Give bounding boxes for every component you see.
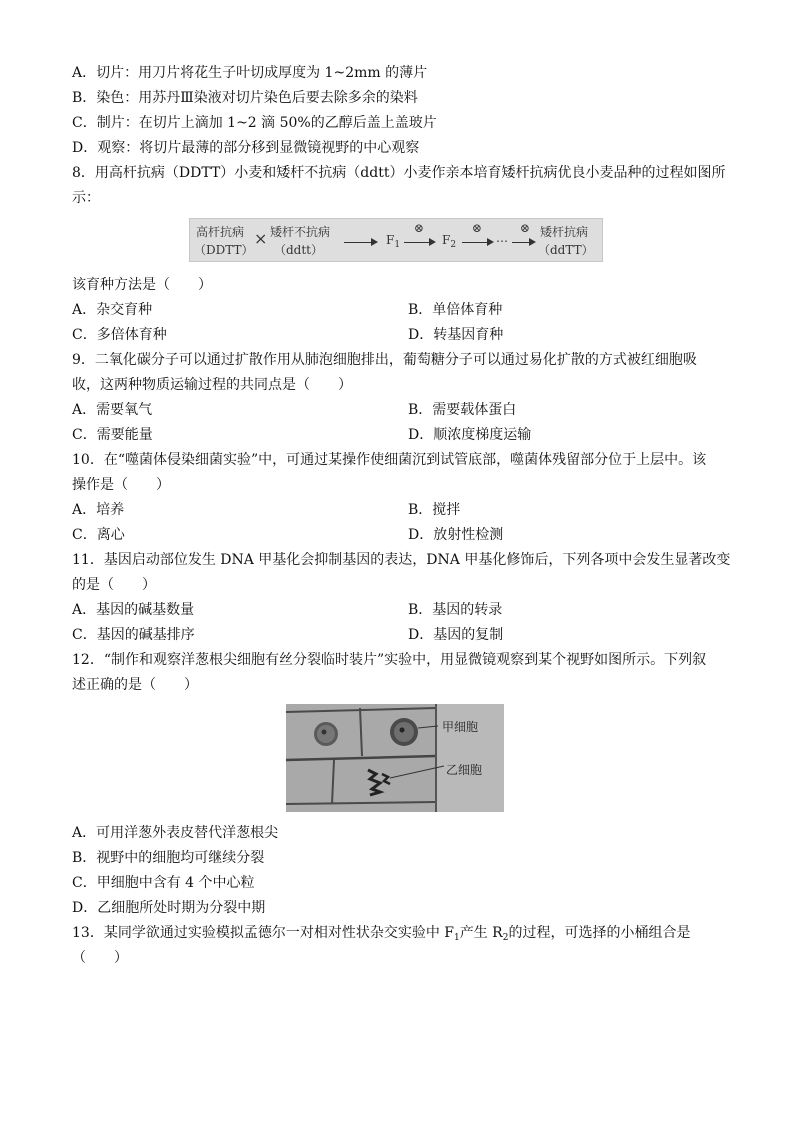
- q10-option-b: B．搅拌: [408, 502, 461, 518]
- q10-stem-line1: 10．在“噬菌体侵染细菌实验”中，可通过某操作使细菌沉到试管底部，噬菌体残留部分位于上层中。该: [72, 452, 707, 468]
- q11-stem-line1: 11．基因启动部位发生 DNA 甲基化会抑制基因的表达，DNA 甲基化修饰后，下列各项中会发生显著改变: [72, 552, 731, 568]
- q11-stem-line2: 的是（ ）: [72, 577, 156, 593]
- q7-option-c: C．制片：在切片上滴加 1~2 滴 50%的乙醇后盖上盖玻片: [72, 115, 437, 131]
- q9-option-b: B．需要载体蛋白: [408, 402, 517, 418]
- q12-option-d: D．乙细胞所处时期为分裂中期: [72, 900, 266, 916]
- parent1-genotype: （DDTT）: [194, 243, 254, 257]
- result-name: 矮杆抗病: [540, 225, 589, 239]
- q9-option-c: C．需要能量: [72, 427, 153, 443]
- q10-option-a: A．培养: [72, 502, 125, 518]
- q10-option-c: C．离心: [72, 527, 125, 543]
- q11-option-b: B．基因的转录: [408, 602, 503, 618]
- q12-stem-line2: 述正确的是（ ）: [72, 677, 198, 693]
- breeding-process-diagram: [189, 218, 603, 262]
- arrow-to-ellipsis: [462, 242, 492, 243]
- q8-question: 该育种方法是（ ）: [72, 277, 212, 293]
- q7-option-d: D．观察：将切片最薄的部分移到显微镜视野的中心观察: [72, 140, 420, 156]
- q8-option-c: C．多倍体育种: [72, 327, 167, 343]
- q12-option-a: A．可用洋葱外表皮替代洋葱根尖: [72, 825, 279, 841]
- cross-symbol: ×: [254, 229, 268, 248]
- q9-stem-line2: 收，这两种物质运输过程的共同点是（ ）: [72, 377, 352, 393]
- q7-option-b: B．染色：用苏丹Ⅲ染液对切片染色后要去除多余的染料: [72, 90, 418, 106]
- selfing-symbol-1: ⊗: [414, 221, 425, 235]
- selfing-symbol-3: ⊗: [520, 221, 531, 235]
- q10-option-d: D．放射性检测: [408, 527, 504, 543]
- q12-option-c: C．甲细胞中含有 4 个中心粒: [72, 875, 255, 891]
- q12-stem-line1: 12．“制作和观察洋葱根尖细胞有丝分裂临时装片”实验中，用显微镜观察到某个视野如图所示。下列叙: [72, 652, 707, 668]
- q9-option-a: A．需要氧气: [72, 402, 153, 418]
- selfing-symbol-2: ⊗: [472, 221, 483, 235]
- microscope-view-figure: [286, 704, 504, 812]
- onion-root-tip-cells-image: [286, 704, 504, 812]
- q12-option-b: B．视野中的细胞均可继续分裂: [72, 850, 265, 866]
- q13-stem-line2: （ ）: [72, 950, 128, 966]
- parent1-name: 高杆抗病: [196, 225, 245, 239]
- q10-stem-line2: 操作是（ ）: [72, 477, 170, 493]
- q13-stem-line1: 13．某同学欲通过实验模拟孟德尔一对相对性状杂交实验中 $F_1$产生 $R_2$的过程，可选择的小桶组合是: [72, 925, 691, 943]
- arrow-to-f1: [344, 242, 376, 243]
- q11-option-d: D．基因的复制: [408, 627, 504, 643]
- ellipsis: …: [496, 231, 508, 245]
- arrow-to-result: [512, 242, 534, 243]
- q11-option-c: C．基因的碱基排序: [72, 627, 195, 643]
- q8-option-d: D．转基因育种: [408, 327, 504, 343]
- q9-option-d: D．顺浓度梯度运输: [408, 427, 532, 443]
- f2-label: $F_2$: [442, 233, 457, 250]
- q8-stem-line2: 示：: [72, 190, 100, 206]
- label-jia-cell: 甲细胞: [442, 720, 479, 734]
- arrow-to-f2: [404, 242, 434, 243]
- q7-option-a: A．切片：用刀片将花生子叶切成厚度为 1~2mm 的薄片: [72, 65, 428, 81]
- q8-stem-line1: 8．用高杆抗病（DDTT）小麦和矮杆不抗病（ddtt）小麦作亲本培育矮杆抗病优良小麦品种的过程如图所: [72, 165, 726, 181]
- q8-option-b: B．单倍体育种: [408, 302, 503, 318]
- parent2-name: 矮杆不抗病: [270, 225, 331, 239]
- q11-option-a: A．基因的碱基数量: [72, 602, 195, 618]
- q8-option-a: A．杂交育种: [72, 302, 153, 318]
- parent2-genotype: （ddtt）: [274, 243, 324, 257]
- label-yi-cell: 乙细胞: [446, 763, 483, 777]
- q9-stem-line1: 9．二氧化碳分子可以通过扩散作用从肺泡细胞排出，葡萄糖分子可以通过易化扩散的方式被红细胞吸: [72, 352, 697, 368]
- f1-label: $F_1$: [386, 233, 401, 250]
- result-genotype: （ddTT）: [538, 243, 594, 257]
